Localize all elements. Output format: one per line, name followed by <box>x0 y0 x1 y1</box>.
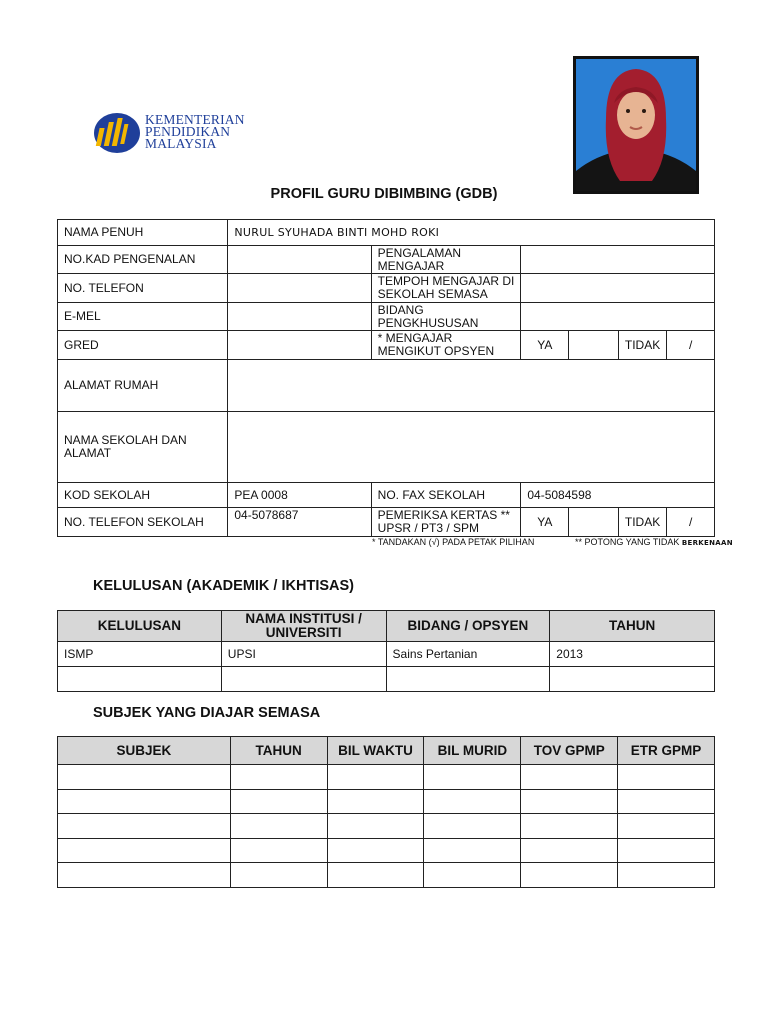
section-kelulusan-heading: KELULUSAN (AKADEMIK / IKHTISAS) <box>93 578 354 594</box>
field-nama-penuh[interactable]: NURUL SYUHADA BINTI MOHD ROKI <box>228 220 715 246</box>
subjek-cell[interactable] <box>424 790 521 814</box>
label-tidak-opsyen: TIDAK <box>618 331 666 360</box>
checkbox-tidak-pemeriksa[interactable]: / <box>667 508 715 537</box>
field-kad-pengenalan[interactable] <box>228 246 371 274</box>
field-emel[interactable] <box>228 303 371 331</box>
note-potong-text: ** POTONG YANG TIDAK <box>575 537 680 547</box>
subjek-cell[interactable] <box>58 814 231 839</box>
field-pengalaman-mengajar[interactable] <box>521 246 715 274</box>
portrait-image <box>576 59 696 191</box>
subjek-cell[interactable] <box>230 839 327 863</box>
subjek-cell[interactable] <box>327 790 424 814</box>
kelulusan-header: KELULUSAN <box>58 611 222 642</box>
subjek-cell[interactable] <box>327 839 424 863</box>
subjek-row <box>58 765 715 790</box>
kelulusan-table <box>57 610 715 692</box>
subjek-cell[interactable] <box>327 814 424 839</box>
field-gred[interactable] <box>228 331 371 360</box>
subjek-cell[interactable] <box>521 765 618 790</box>
field-fax-sekolah[interactable]: 04-5084598 <box>521 483 715 508</box>
note-tandakan: * TANDAKAN (√) PADA PETAK PILIHAN <box>372 537 535 547</box>
kelulusan-cell[interactable] <box>550 667 715 692</box>
label-fax-sekolah: NO. FAX SEKOLAH <box>371 483 521 508</box>
subjek-cell[interactable] <box>521 814 618 839</box>
subjek-cell[interactable] <box>521 863 618 888</box>
subjek-cell[interactable] <box>424 863 521 888</box>
label-kad-pengenalan: NO.KAD PENGENALAN <box>58 246 228 274</box>
subjek-cell[interactable] <box>58 863 231 888</box>
label-pemeriksa-kertas: PEMERIKSA KERTAS ** UPSR / PT3 / SPM <box>371 508 521 537</box>
kelulusan-cell[interactable] <box>58 667 222 692</box>
kementerian-logo <box>93 110 253 156</box>
subjek-cell[interactable] <box>618 814 715 839</box>
label-kod-sekolah: KOD SEKOLAH <box>58 483 228 508</box>
label-alamat-rumah: ALAMAT RUMAH <box>58 360 228 412</box>
subjek-cell[interactable] <box>618 839 715 863</box>
logo-wordmark <box>145 114 245 150</box>
field-telefon[interactable] <box>228 274 371 303</box>
subjek-cell[interactable] <box>521 839 618 863</box>
label-emel: E-MEL <box>58 303 228 331</box>
subjek-cell[interactable] <box>618 790 715 814</box>
subjek-row <box>58 839 715 863</box>
subjek-header: ETR GPMP <box>618 737 715 765</box>
note-berkenaan: BERKENAAN <box>681 539 733 547</box>
kelulusan-header: TAHUN <box>550 611 715 642</box>
field-nama-sekolah[interactable] <box>228 412 715 483</box>
label-mengajar-opsyen: * MENGAJAR MENGIKUT OPSYEN <box>371 331 521 360</box>
subjek-cell[interactable] <box>230 765 327 790</box>
subjek-header: SUBJEK <box>58 737 231 765</box>
logo-line-3: MALAYSIA <box>145 136 217 151</box>
kelulusan-cell[interactable]: ISMP <box>58 642 222 667</box>
field-telefon-sekolah[interactable]: 04-5078687 <box>228 508 371 537</box>
subjek-cell[interactable] <box>58 839 231 863</box>
subjek-cell[interactable] <box>424 765 521 790</box>
field-bidang-pengkhususan[interactable] <box>521 303 715 331</box>
field-kod-sekolah[interactable]: PEA 0008 <box>228 483 371 508</box>
logo-line-2: PENDIDIKAN <box>145 124 231 139</box>
subjek-header: BIL WAKTU <box>327 737 424 765</box>
label-nama-penuh: NAMA PENUH <box>58 220 228 246</box>
subjek-cell[interactable] <box>230 863 327 888</box>
note-potong <box>575 537 733 547</box>
label-bidang-pengkhususan: BIDANG PENGKHUSUSAN <box>371 303 521 331</box>
subjek-cell[interactable] <box>618 863 715 888</box>
teacher-photo <box>573 56 699 194</box>
subjek-cell[interactable] <box>230 790 327 814</box>
label-nama-sekolah: NAMA SEKOLAH DAN ALAMAT <box>58 412 228 483</box>
kelulusan-cell[interactable]: Sains Pertanian <box>386 642 550 667</box>
subjek-cell[interactable] <box>618 765 715 790</box>
checkbox-ya-opsyen[interactable] <box>569 331 619 360</box>
subjek-cell[interactable] <box>424 839 521 863</box>
label-gred: GRED <box>58 331 228 360</box>
subjek-table <box>57 736 715 888</box>
page-title: PROFIL GURU DIBIMBING (GDB) <box>270 186 498 202</box>
label-telefon: NO. TELEFON <box>58 274 228 303</box>
subjek-header: TOV GPMP <box>521 737 618 765</box>
subjek-row <box>58 863 715 888</box>
label-telefon-sekolah: NO. TELEFON SEKOLAH <box>58 508 228 537</box>
subjek-cell[interactable] <box>327 765 424 790</box>
checkbox-ya-pemeriksa[interactable] <box>569 508 619 537</box>
label-tidak-pemeriksa: TIDAK <box>618 508 666 537</box>
subjek-header: TAHUN <box>230 737 327 765</box>
kelulusan-cell[interactable] <box>221 667 386 692</box>
subjek-row <box>58 814 715 839</box>
kelulusan-cell[interactable] <box>386 667 550 692</box>
logo-line-1: KEMENTERIAN <box>145 112 245 127</box>
label-ya-pemeriksa: YA <box>521 508 569 537</box>
profile-table <box>57 219 715 537</box>
subjek-cell[interactable] <box>58 790 231 814</box>
subjek-cell[interactable] <box>424 814 521 839</box>
subjek-row <box>58 790 715 814</box>
subjek-cell[interactable] <box>327 863 424 888</box>
label-pengalaman-mengajar: PENGALAMAN MENGAJAR <box>371 246 521 274</box>
field-tempoh-mengajar[interactable] <box>521 274 715 303</box>
checkbox-tidak-opsyen[interactable]: / <box>667 331 715 360</box>
field-alamat-rumah[interactable] <box>228 360 715 412</box>
label-ya-opsyen: YA <box>521 331 569 360</box>
subjek-header: BIL MURID <box>424 737 521 765</box>
section-subjek-heading: SUBJEK YANG DIAJAR SEMASA <box>93 705 321 721</box>
kelulusan-cell[interactable]: 2013 <box>550 642 715 667</box>
subjek-cell[interactable] <box>58 765 231 790</box>
label-tempoh-mengajar: TEMPOH MENGAJAR DI SEKOLAH SEMASA <box>371 274 521 303</box>
kelulusan-cell[interactable]: UPSI <box>221 642 386 667</box>
kelulusan-header: BIDANG / OPSYEN <box>386 611 550 642</box>
kelulusan-header: NAMA INSTITUSI / UNIVERSITI <box>221 611 386 642</box>
kpm-emblem-icon <box>93 112 141 154</box>
subjek-cell[interactable] <box>230 814 327 839</box>
subjek-cell[interactable] <box>521 790 618 814</box>
